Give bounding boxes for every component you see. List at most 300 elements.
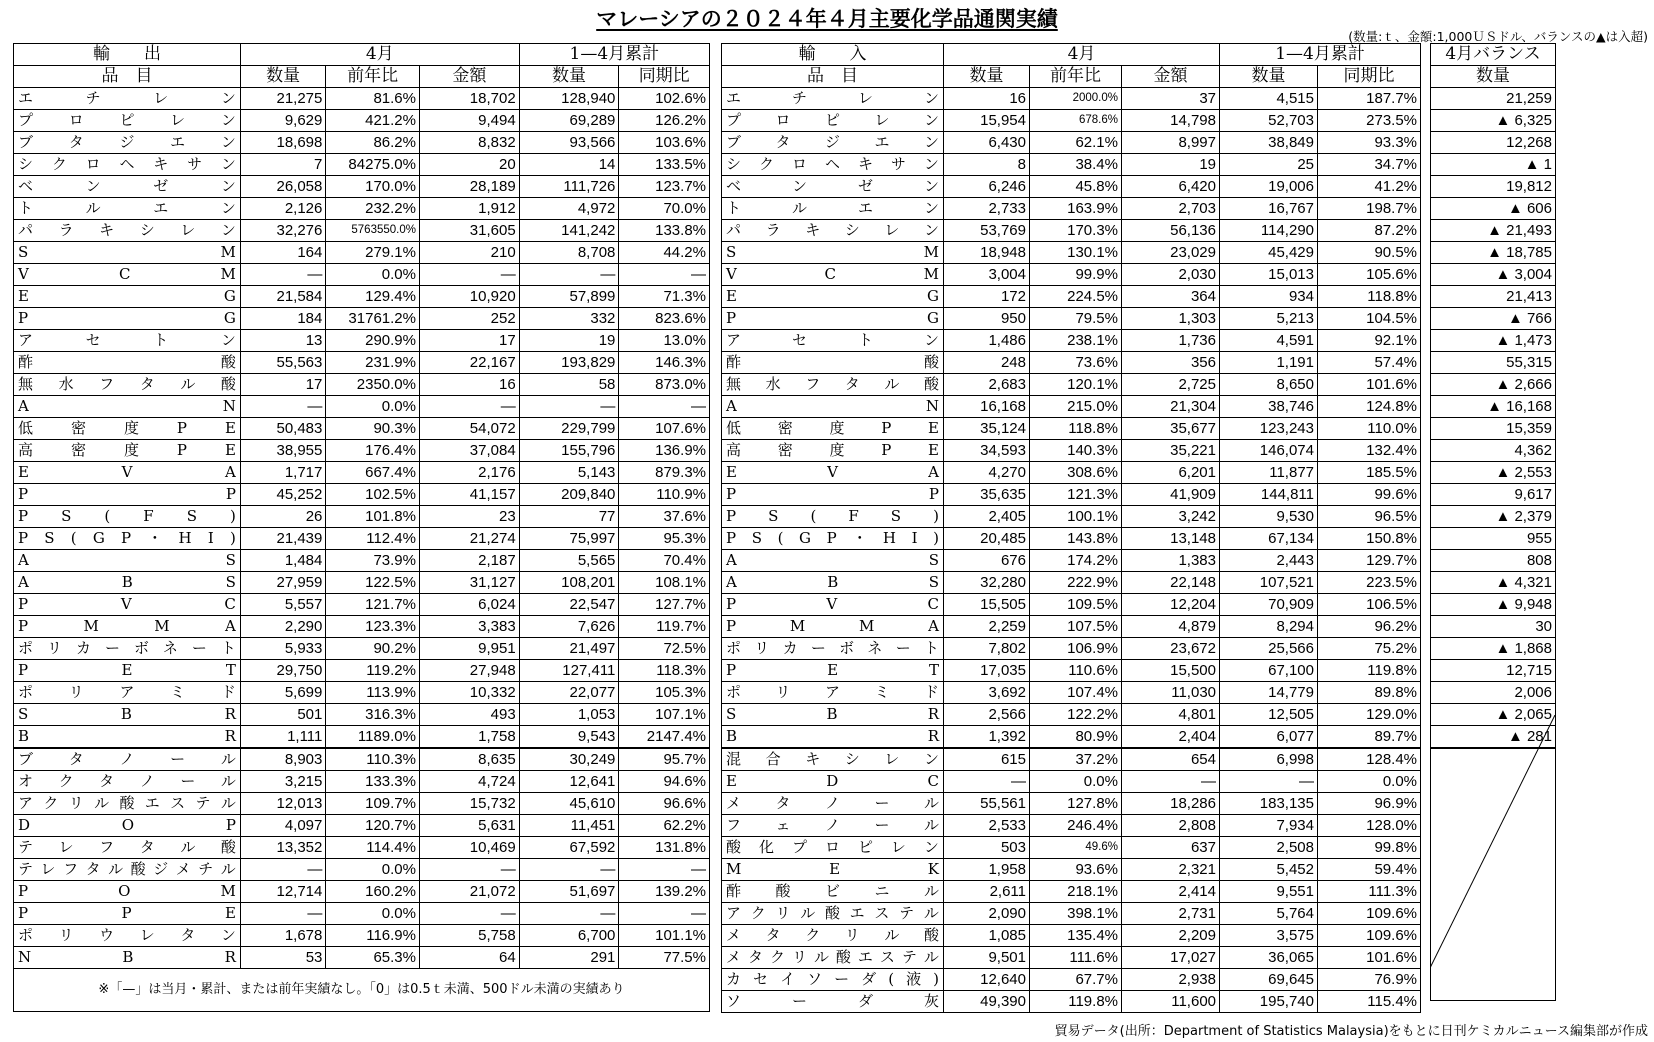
balance-row xyxy=(1431,220,1556,242)
import-row xyxy=(722,352,1421,374)
export-item-name: P E T xyxy=(14,660,241,682)
import-yoy: 38.4% xyxy=(1030,154,1122,176)
import-yoy: 106.9% xyxy=(1030,638,1122,660)
export-row xyxy=(14,154,710,176)
balance-qty: ▲ 2,666 xyxy=(1431,374,1556,396)
export-amount: 28,189 xyxy=(419,176,519,198)
import-amount: 4,801 xyxy=(1122,704,1220,726)
export-amount: — xyxy=(419,264,519,286)
export-cum-yoy: — xyxy=(619,396,710,418)
export-cum-qty: 9,543 xyxy=(519,726,619,749)
export-row xyxy=(14,682,710,704)
export-item-name: ア セ ト ン xyxy=(14,330,241,352)
export-qty: 21,439 xyxy=(240,528,325,550)
export-qty: 12,013 xyxy=(240,793,325,815)
export-qty: 5,933 xyxy=(240,638,325,660)
import-qty: 20,485 xyxy=(944,528,1030,550)
export-qty: 18,698 xyxy=(240,132,325,154)
export-qty: 501 xyxy=(240,704,325,726)
import-qty: 17,035 xyxy=(944,660,1030,682)
balance-row xyxy=(1431,616,1556,638)
import-cum-yoy: 96.5% xyxy=(1318,506,1421,528)
export-yoy: 279.1% xyxy=(326,242,420,264)
import-yoy: 215.0% xyxy=(1030,396,1122,418)
import-amount: 6,420 xyxy=(1122,176,1220,198)
export-amount: 10,920 xyxy=(419,286,519,308)
export-amount: 22,167 xyxy=(419,352,519,374)
export-qty: 1,717 xyxy=(240,462,325,484)
import-amount: 11,030 xyxy=(1122,682,1220,704)
import-row xyxy=(722,264,1421,286)
import-cum-yoy: 76.9% xyxy=(1318,969,1421,991)
balance-row xyxy=(1431,572,1556,594)
export-cum-qty: 22,077 xyxy=(519,682,619,704)
balance-row xyxy=(1431,286,1556,308)
export-cum-qty: 19 xyxy=(519,330,619,352)
export-cum-yoy: 95.7% xyxy=(619,748,710,771)
import-item-name: ブ タ ジ エ ン xyxy=(722,132,944,154)
export-qty: 32,276 xyxy=(240,220,325,242)
import-yoy: 110.6% xyxy=(1030,660,1122,682)
import-row xyxy=(722,771,1421,793)
import-table xyxy=(721,43,1421,1013)
export-qty: — xyxy=(240,859,325,881)
balance-qty: 55,315 xyxy=(1431,352,1556,374)
import-qty: 18,948 xyxy=(944,242,1030,264)
import-amount: 19 xyxy=(1122,154,1220,176)
balance-row xyxy=(1431,374,1556,396)
import-cum-qty: 8,294 xyxy=(1220,616,1318,638)
import-item-name: S B R xyxy=(722,704,944,726)
import-cum-qty: 2,443 xyxy=(1220,550,1318,572)
import-item-name: エ チ レ ン xyxy=(722,88,944,110)
import-cum-yoy: 119.8% xyxy=(1318,660,1421,682)
export-cum-qty: 193,829 xyxy=(519,352,619,374)
import-row xyxy=(722,837,1421,859)
export-yoy: 84275.0% xyxy=(326,154,420,176)
export-cum-qty: — xyxy=(519,264,619,286)
export-cum-qty: — xyxy=(519,396,619,418)
balance-qty: ▲ 16,168 xyxy=(1431,396,1556,418)
import-yoy: 119.8% xyxy=(1030,991,1122,1013)
export-amount: 23 xyxy=(419,506,519,528)
import-amount: 12,204 xyxy=(1122,594,1220,616)
import-row xyxy=(722,572,1421,594)
import-amount: 35,221 xyxy=(1122,440,1220,462)
export-item-name: ブ タ ジ エ ン xyxy=(14,132,241,154)
import-item-name: A B S xyxy=(722,572,944,594)
export-cum-yoy: 72.5% xyxy=(619,638,710,660)
import-yoy: 222.9% xyxy=(1030,572,1122,594)
import-cum-qty: 107,521 xyxy=(1220,572,1318,594)
import-cum-yoy: 128.0% xyxy=(1318,815,1421,837)
export-row xyxy=(14,528,710,550)
export-yoy: 129.4% xyxy=(326,286,420,308)
import-amount: — xyxy=(1122,771,1220,793)
import-item-name: パ ラ キ シ レ ン xyxy=(722,220,944,242)
export-item-name: ブ タ ノ ー ル xyxy=(14,748,241,771)
export-amount: 16 xyxy=(419,374,519,396)
export-item-name: ポ リ カ ー ボ ネ ー ト xyxy=(14,638,241,660)
balance-qty: ▲ 1 xyxy=(1431,154,1556,176)
export-cum-yoy: 879.3% xyxy=(619,462,710,484)
balance-qty: 12,268 xyxy=(1431,132,1556,154)
export-amount: 1,912 xyxy=(419,198,519,220)
balance-qty: 12,715 xyxy=(1431,660,1556,682)
import-item-name: ア ク リ ル 酸 エ ス テ ル xyxy=(722,903,944,925)
export-cum-yoy: 133.5% xyxy=(619,154,710,176)
export-qty: 55,563 xyxy=(240,352,325,374)
import-item-name: A N xyxy=(722,396,944,418)
export-item-name: 酢 酸 xyxy=(14,352,241,374)
import-qty-header: 数量 xyxy=(944,66,1030,88)
import-yoy: 246.4% xyxy=(1030,815,1122,837)
export-yoy: 114.4% xyxy=(326,837,420,859)
export-qty: — xyxy=(240,264,325,286)
import-yoy: 80.9% xyxy=(1030,726,1122,749)
import-qty: 2,683 xyxy=(944,374,1030,396)
export-row xyxy=(14,374,710,396)
import-cum-yoy: 106.5% xyxy=(1318,594,1421,616)
export-cum-qty: 12,641 xyxy=(519,771,619,793)
export-cum-qty: 128,940 xyxy=(519,88,619,110)
import-yoy: 107.5% xyxy=(1030,616,1122,638)
export-table xyxy=(13,43,710,1012)
export-amount: 5,631 xyxy=(419,815,519,837)
export-row xyxy=(14,594,710,616)
export-item-name: A S xyxy=(14,550,241,572)
import-yoy: 73.6% xyxy=(1030,352,1122,374)
export-yoy: 90.2% xyxy=(326,638,420,660)
import-qty: 9,501 xyxy=(944,947,1030,969)
export-row xyxy=(14,110,710,132)
balance-qty: ▲ 281 xyxy=(1431,726,1556,749)
balance-row xyxy=(1431,462,1556,484)
import-row xyxy=(722,726,1421,749)
import-cum-qty: 195,740 xyxy=(1220,991,1318,1013)
import-item-name: 酢 酸 xyxy=(722,352,944,374)
export-qty: 45,252 xyxy=(240,484,325,506)
export-yoy: 231.9% xyxy=(326,352,420,374)
export-row xyxy=(14,704,710,726)
import-qty: 172 xyxy=(944,286,1030,308)
export-row xyxy=(14,264,710,286)
balance-row xyxy=(1431,550,1556,572)
import-cum-yoy: 110.0% xyxy=(1318,418,1421,440)
import-row xyxy=(722,925,1421,947)
import-cum-yoy: 89.7% xyxy=(1318,726,1421,749)
import-yoy: 224.5% xyxy=(1030,286,1122,308)
import-qty: 15,954 xyxy=(944,110,1030,132)
export-cum-yoy-header: 同期比 xyxy=(619,66,710,88)
export-yoy: 109.7% xyxy=(326,793,420,815)
import-cum-qty: 9,530 xyxy=(1220,506,1318,528)
import-yoy: 143.8% xyxy=(1030,528,1122,550)
export-item-name: オ ク タ ノ ー ル xyxy=(14,771,241,793)
balance-row xyxy=(1431,484,1556,506)
export-cum-yoy: 77.5% xyxy=(619,947,710,969)
export-qty: 21,584 xyxy=(240,286,325,308)
import-cum-yoy: 198.7% xyxy=(1318,198,1421,220)
export-cum-qty: 58 xyxy=(519,374,619,396)
import-item-name: ト ル エ ン xyxy=(722,198,944,220)
balance-qty: ▲ 9,948 xyxy=(1431,594,1556,616)
balance-qty-header: 数量 xyxy=(1431,66,1556,88)
import-item-name: 高 密 度 P E xyxy=(722,440,944,462)
import-cum-qty: 16,767 xyxy=(1220,198,1318,220)
export-qty-header: 数量 xyxy=(240,66,325,88)
export-qty: 1,111 xyxy=(240,726,325,749)
import-row xyxy=(722,682,1421,704)
import-amount: 364 xyxy=(1122,286,1220,308)
import-row xyxy=(722,903,1421,925)
export-row xyxy=(14,837,710,859)
balance-qty: ▲ 1,473 xyxy=(1431,330,1556,352)
export-row xyxy=(14,881,710,903)
import-qty: 2,533 xyxy=(944,815,1030,837)
export-row xyxy=(14,220,710,242)
import-cum-qty: 144,811 xyxy=(1220,484,1318,506)
import-yoy: 49.6% xyxy=(1030,837,1122,859)
export-cum-yoy: 146.3% xyxy=(619,352,710,374)
import-qty: 32,280 xyxy=(944,572,1030,594)
export-cum-yoy: — xyxy=(619,903,710,925)
import-cum-qty: 38,746 xyxy=(1220,396,1318,418)
balance-qty: ▲ 606 xyxy=(1431,198,1556,220)
export-row xyxy=(14,903,710,925)
import-yoy: 122.2% xyxy=(1030,704,1122,726)
import-cum-yoy: 75.2% xyxy=(1318,638,1421,660)
export-yoy: 0.0% xyxy=(326,396,420,418)
balance-qty: ▲ 4,321 xyxy=(1431,572,1556,594)
import-cum-qty: 69,645 xyxy=(1220,969,1318,991)
import-amount: 637 xyxy=(1122,837,1220,859)
export-qty: — xyxy=(240,903,325,925)
import-cum-yoy: 273.5% xyxy=(1318,110,1421,132)
import-amount: 2,209 xyxy=(1122,925,1220,947)
balance-row xyxy=(1431,110,1556,132)
import-amount: 35,677 xyxy=(1122,418,1220,440)
import-yoy: 140.3% xyxy=(1030,440,1122,462)
export-yoy: 122.5% xyxy=(326,572,420,594)
import-qty: 12,640 xyxy=(944,969,1030,991)
import-item-header: 品 目 xyxy=(722,66,944,88)
import-item-name: 低 密 度 P E xyxy=(722,418,944,440)
balance-qty: 21,259 xyxy=(1431,88,1556,110)
import-item-name: カ セ イ ソ ー ダ ( 液 ) xyxy=(722,969,944,991)
export-amount: 54,072 xyxy=(419,418,519,440)
export-amount: 31,127 xyxy=(419,572,519,594)
export-yoy: 2350.0% xyxy=(326,374,420,396)
import-amount: 2,725 xyxy=(1122,374,1220,396)
export-item-name: A B S xyxy=(14,572,241,594)
export-row xyxy=(14,242,710,264)
export-cum-yoy: 126.2% xyxy=(619,110,710,132)
balance-row xyxy=(1431,352,1556,374)
export-item-name: ア ク リ ル 酸 エ ス テ ル xyxy=(14,793,241,815)
export-cum-qty: 6,700 xyxy=(519,925,619,947)
export-cum-yoy: — xyxy=(619,264,710,286)
import-cum-yoy: 101.6% xyxy=(1318,374,1421,396)
export-row xyxy=(14,198,710,220)
import-yoy: 135.4% xyxy=(1030,925,1122,947)
footnote: ※「—」は当月・累計、または前年実績なし。「0」は0.5ｔ未満、500ドル未満の実績あり xyxy=(14,969,710,1012)
import-item-name: M E K xyxy=(722,859,944,881)
import-amount: 18,286 xyxy=(1122,793,1220,815)
export-cum-qty: — xyxy=(519,859,619,881)
import-cum-yoy: 104.5% xyxy=(1318,308,1421,330)
export-row xyxy=(14,616,710,638)
export-qty: 26,058 xyxy=(240,176,325,198)
export-cum-yoy: 108.1% xyxy=(619,572,710,594)
export-item-name: E G xyxy=(14,286,241,308)
import-amount: 2,414 xyxy=(1122,881,1220,903)
import-qty: 3,004 xyxy=(944,264,1030,286)
export-item-header: 品 目 xyxy=(14,66,241,88)
import-item-name: ポ リ ア ミ ド xyxy=(722,682,944,704)
import-item-name: P G xyxy=(722,308,944,330)
import-row xyxy=(722,969,1421,991)
import-cum-qty: 123,243 xyxy=(1220,418,1318,440)
import-qty: 16 xyxy=(944,88,1030,110)
import-cum-qty: 9,551 xyxy=(1220,881,1318,903)
balance-row xyxy=(1431,154,1556,176)
import-item-name: E V A xyxy=(722,462,944,484)
export-qty: 5,699 xyxy=(240,682,325,704)
import-cum-qty: 12,505 xyxy=(1220,704,1318,726)
import-item-name: P V C xyxy=(722,594,944,616)
import-row xyxy=(722,462,1421,484)
import-yoy: 62.1% xyxy=(1030,132,1122,154)
export-item-name: P S ( F S ) xyxy=(14,506,241,528)
import-row xyxy=(722,396,1421,418)
export-row xyxy=(14,550,710,572)
import-cum-yoy: 118.8% xyxy=(1318,286,1421,308)
export-cum-yoy: 127.7% xyxy=(619,594,710,616)
export-amount: 8,635 xyxy=(419,748,519,771)
balance-empty-diagonal xyxy=(1430,715,1555,968)
balance-row xyxy=(1431,88,1556,110)
import-month-header: 4月 xyxy=(944,44,1220,66)
export-yoy: 176.4% xyxy=(326,440,420,462)
export-amount: 493 xyxy=(419,704,519,726)
import-item-name: メ タ ノ ー ル xyxy=(722,793,944,815)
export-qty: 21,275 xyxy=(240,88,325,110)
export-qty: 12,714 xyxy=(240,881,325,903)
import-item-name: ア セ ト ン xyxy=(722,330,944,352)
balance-qty: ▲ 6,325 xyxy=(1431,110,1556,132)
import-amount: 41,909 xyxy=(1122,484,1220,506)
export-row xyxy=(14,352,710,374)
export-item-name: P G xyxy=(14,308,241,330)
export-yoy: 112.4% xyxy=(326,528,420,550)
export-yoy: 121.7% xyxy=(326,594,420,616)
import-amount: 3,242 xyxy=(1122,506,1220,528)
export-cum-yoy: 131.8% xyxy=(619,837,710,859)
unit-note: (数量:ｔ、金額:1,000ＵＳドル、バランスの▲は入超) xyxy=(1348,29,1648,44)
export-item-name: P S ( G P ・ H I ) xyxy=(14,528,241,550)
export-yoy: 65.3% xyxy=(326,947,420,969)
import-cum-qty: 934 xyxy=(1220,286,1318,308)
import-row xyxy=(722,132,1421,154)
import-qty: 3,692 xyxy=(944,682,1030,704)
export-row xyxy=(14,484,710,506)
export-item-name: テ レ フ タ ル 酸 xyxy=(14,837,241,859)
import-cum-qty: 8,650 xyxy=(1220,374,1318,396)
import-row xyxy=(722,616,1421,638)
import-row xyxy=(722,947,1421,969)
balance-row xyxy=(1431,396,1556,418)
import-cum-yoy: 109.6% xyxy=(1318,925,1421,947)
import-row xyxy=(722,594,1421,616)
import-cum-yoy: 87.2% xyxy=(1318,220,1421,242)
import-cum-qty: 19,006 xyxy=(1220,176,1318,198)
import-row xyxy=(722,330,1421,352)
import-cum-qty: 25 xyxy=(1220,154,1318,176)
balance-row xyxy=(1431,198,1556,220)
export-header: 輸 出 xyxy=(14,44,241,66)
import-cum-yoy: 128.4% xyxy=(1318,748,1421,771)
export-amount: 21,274 xyxy=(419,528,519,550)
import-row xyxy=(722,198,1421,220)
balance-qty: 4,362 xyxy=(1431,440,1556,462)
import-row xyxy=(722,374,1421,396)
export-row xyxy=(14,572,710,594)
export-cum-yoy: 44.2% xyxy=(619,242,710,264)
import-qty: 6,430 xyxy=(944,132,1030,154)
export-cum-yoy: 96.6% xyxy=(619,793,710,815)
import-amount: 23,672 xyxy=(1122,638,1220,660)
export-cum-qty: 67,592 xyxy=(519,837,619,859)
export-item-name: テ レ フ タ ル 酸 ジ メ チ ル xyxy=(14,859,241,881)
export-row xyxy=(14,726,710,749)
import-yoy: 2000.0% xyxy=(1030,88,1122,110)
import-row xyxy=(722,110,1421,132)
export-item-name: N B R xyxy=(14,947,241,969)
export-yoy: 86.2% xyxy=(326,132,420,154)
export-row xyxy=(14,132,710,154)
export-cum-qty: 21,497 xyxy=(519,638,619,660)
import-amount: 1,736 xyxy=(1122,330,1220,352)
import-qty: 2,566 xyxy=(944,704,1030,726)
import-amount: 11,600 xyxy=(1122,991,1220,1013)
export-cum-yoy: 37.6% xyxy=(619,506,710,528)
export-month-header: 4月 xyxy=(240,44,519,66)
export-yoy: 290.9% xyxy=(326,330,420,352)
page-title: マレーシアの２０２４年４月主要化学品通関実績 xyxy=(596,6,1058,31)
export-row xyxy=(14,88,710,110)
import-amount: 356 xyxy=(1122,352,1220,374)
import-amount: 2,030 xyxy=(1122,264,1220,286)
export-cum-qty: 1,053 xyxy=(519,704,619,726)
import-item-name: P S ( F S ) xyxy=(722,506,944,528)
import-cum-yoy: 92.1% xyxy=(1318,330,1421,352)
import-cum-yoy: 129.7% xyxy=(1318,550,1421,572)
import-qty: 248 xyxy=(944,352,1030,374)
export-amount: 20 xyxy=(419,154,519,176)
export-cum-yoy: 118.3% xyxy=(619,660,710,682)
balance-qty: ▲ 2,379 xyxy=(1431,506,1556,528)
import-item-name: 酸 化 プ ロ ピ レ ン xyxy=(722,837,944,859)
balance-row xyxy=(1431,242,1556,264)
export-amount: — xyxy=(419,859,519,881)
import-amount: 4,879 xyxy=(1122,616,1220,638)
export-amount-header: 金額 xyxy=(419,66,519,88)
balance-qty: 955 xyxy=(1431,528,1556,550)
import-row xyxy=(722,704,1421,726)
export-item-name: 高 密 度 P E xyxy=(14,440,241,462)
balance-row xyxy=(1431,132,1556,154)
